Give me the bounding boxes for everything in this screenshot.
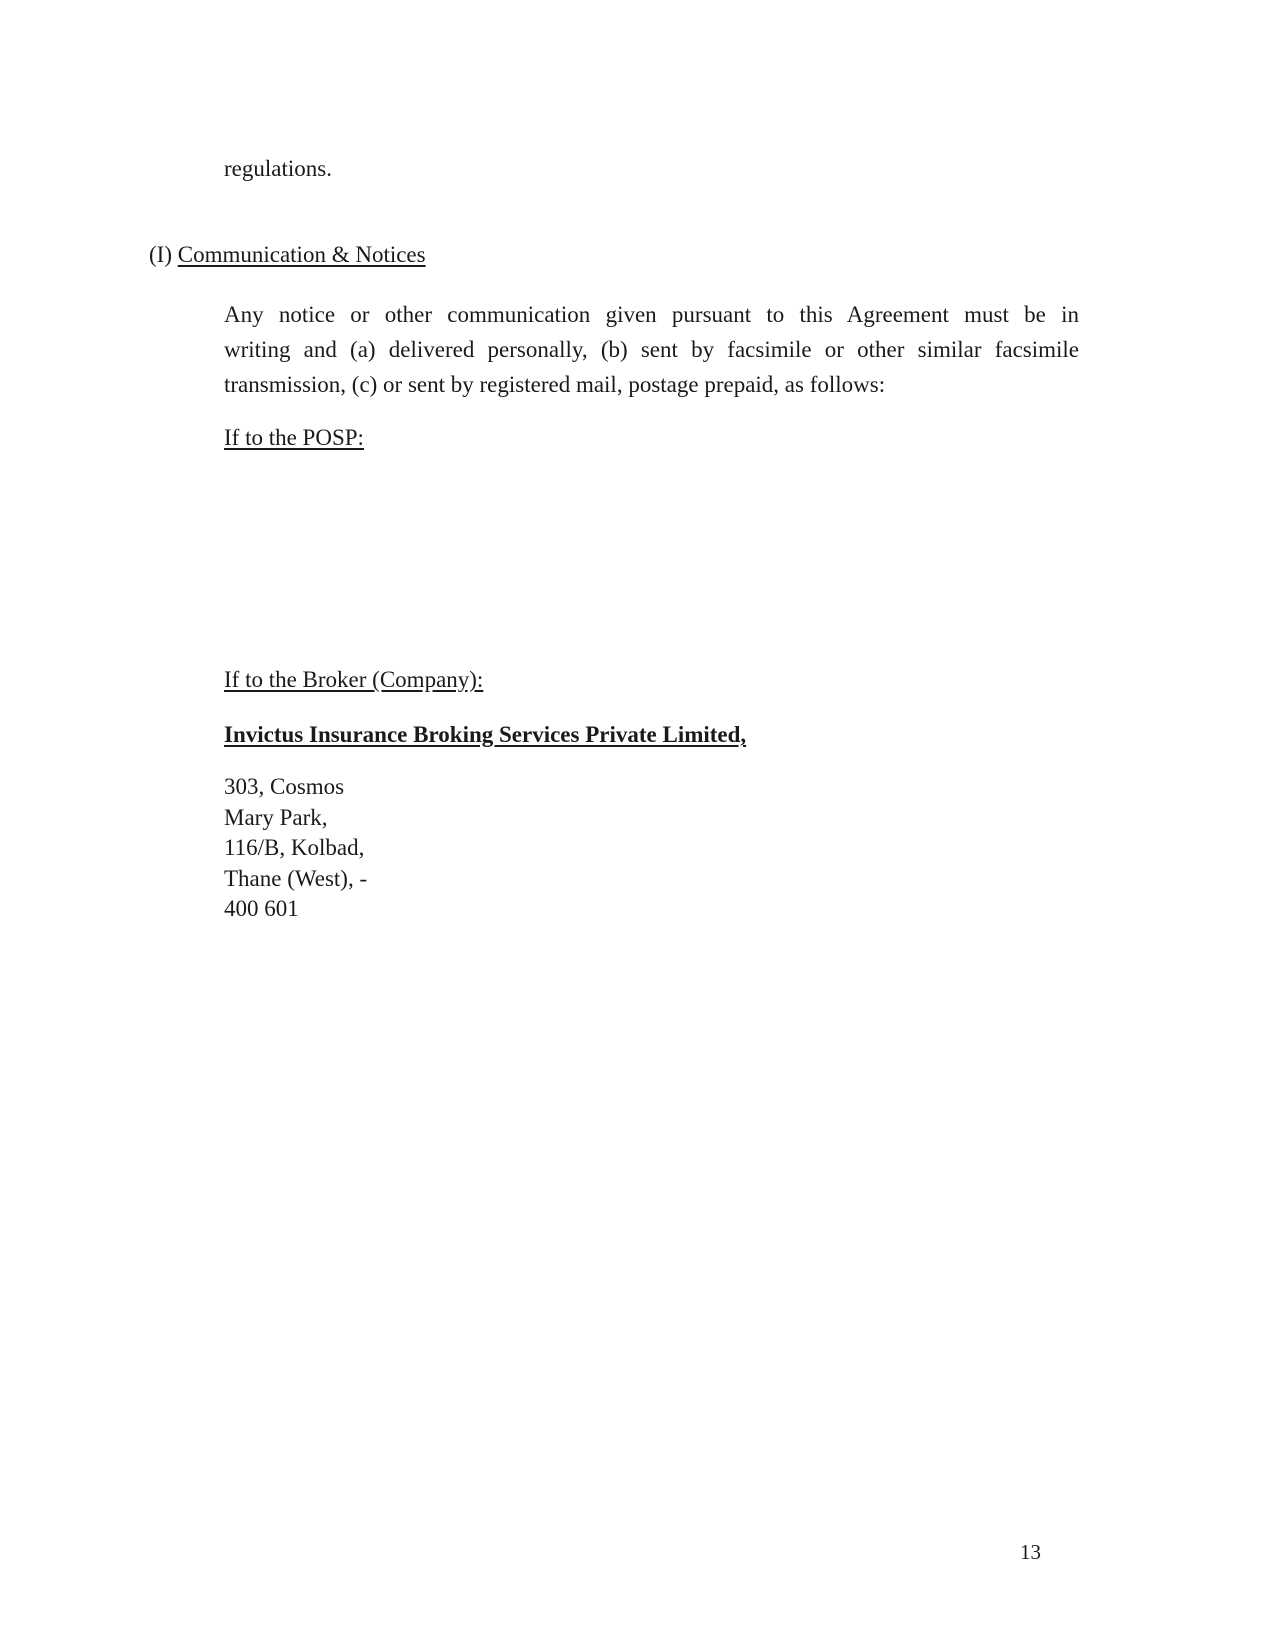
address-line: 116/B, Kolbad, [224, 835, 365, 860]
section-marker: (I) [149, 242, 172, 267]
address-line: Thane (West), - [224, 865, 368, 891]
continuation-text: regulations. [224, 156, 332, 181]
address-line: 303, Cosmos [224, 774, 345, 799]
notice-paragraph [224, 297, 1079, 402]
page-number: 13 [1020, 1540, 1041, 1564]
notice-paragraph-line: writing and (a) delivered personally, (b) sent by facsimile or other similar facsimile [224, 337, 1079, 362]
notice-paragraph-line: transmission, (c) or sent by registered mail, postage prepaid, as follows: [224, 372, 886, 397]
section-heading [149, 242, 426, 268]
section-title: Communication & Notices [177, 242, 426, 267]
notice-paragraph-line: Any notice or other communication given pursuant to this Agreement must be in [224, 302, 1079, 327]
posp-heading: If to the POSP: [224, 425, 364, 450]
address-line: Mary Park, [224, 804, 328, 830]
broker-heading: If to the Broker (Company): [224, 667, 484, 692]
address-line: 400 601 [224, 896, 299, 921]
company-name: Invictus Insurance Broking Services Private Limited, [224, 722, 747, 747]
company-address [224, 772, 367, 925]
